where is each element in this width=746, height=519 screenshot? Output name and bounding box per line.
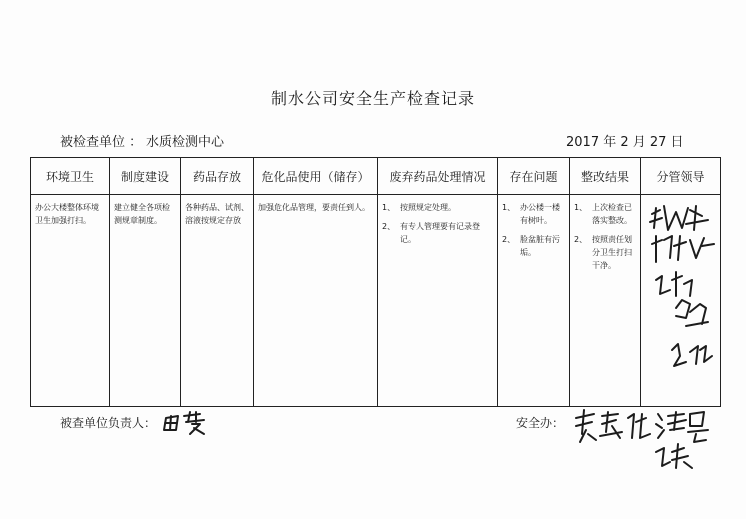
header-environment: 环境卫生	[31, 158, 110, 195]
item-text: 按照责任划分卫生打扫干净。	[592, 235, 632, 270]
supervisor-signature	[646, 200, 720, 380]
header-problems: 存在问题	[498, 158, 570, 195]
cell-system-building: 建立健全各项检测规章制度。	[110, 195, 181, 407]
item-text: 办公楼一楼有树叶。	[520, 203, 560, 225]
cell-waste-drugs	[378, 195, 498, 407]
table-row	[31, 195, 721, 407]
cell-drug-storage: 各种药品、试剂、溶液按规定存放	[181, 195, 254, 407]
header-drug-storage: 药品存放	[181, 158, 254, 195]
header-hazardous-chemicals: 危化品使用（储存）	[254, 158, 378, 195]
list-item	[574, 201, 636, 227]
responsible-person-label: 被查单位负责人：	[60, 416, 157, 430]
list-item	[502, 233, 565, 259]
header-waste-drugs: 废弃药品处理情况	[378, 158, 498, 195]
item-number: 2、	[502, 235, 516, 244]
list-item	[574, 233, 636, 272]
safety-office-label: 安全办：	[516, 416, 565, 430]
item-number: 1、	[574, 203, 588, 212]
cell-hazardous-chemicals: 加强危化品管理，要责任到人。	[254, 195, 378, 407]
header-rectification: 整改结果	[570, 158, 641, 195]
item-text: 有专人管理要有记录登记。	[400, 222, 480, 244]
item-number: 2、	[382, 222, 396, 231]
item-text: 脸盆脏有污垢。	[520, 235, 560, 257]
cell-rectification	[570, 195, 641, 407]
list-item	[382, 201, 493, 214]
inspection-date: 2017 年 2 月 27 日	[566, 135, 684, 150]
table-header-row	[31, 158, 721, 195]
responsible-person-signature	[160, 410, 220, 436]
page-title: 制水公司安全生产检查记录	[270, 89, 475, 108]
inspected-unit-value: 水质检测中心	[146, 135, 225, 150]
safety-office-signature	[572, 408, 712, 472]
item-number: 2、	[574, 235, 588, 244]
header-system-building: 制度建设	[110, 158, 181, 195]
list-item	[502, 201, 565, 227]
item-text: 上次检查已落实整改。	[592, 203, 632, 225]
header-supervisor: 分管领导	[641, 158, 721, 195]
item-number: 1、	[382, 203, 396, 212]
inspection-table	[30, 157, 721, 407]
item-text: 按照规定处理。	[400, 203, 456, 212]
item-number: 1、	[502, 203, 516, 212]
list-item	[382, 220, 493, 246]
cell-environment: 办公大楼整体环境卫生加强打扫。	[31, 195, 110, 407]
cell-problems	[498, 195, 570, 407]
inspected-unit-label: 被检查单位 ：	[60, 135, 143, 150]
